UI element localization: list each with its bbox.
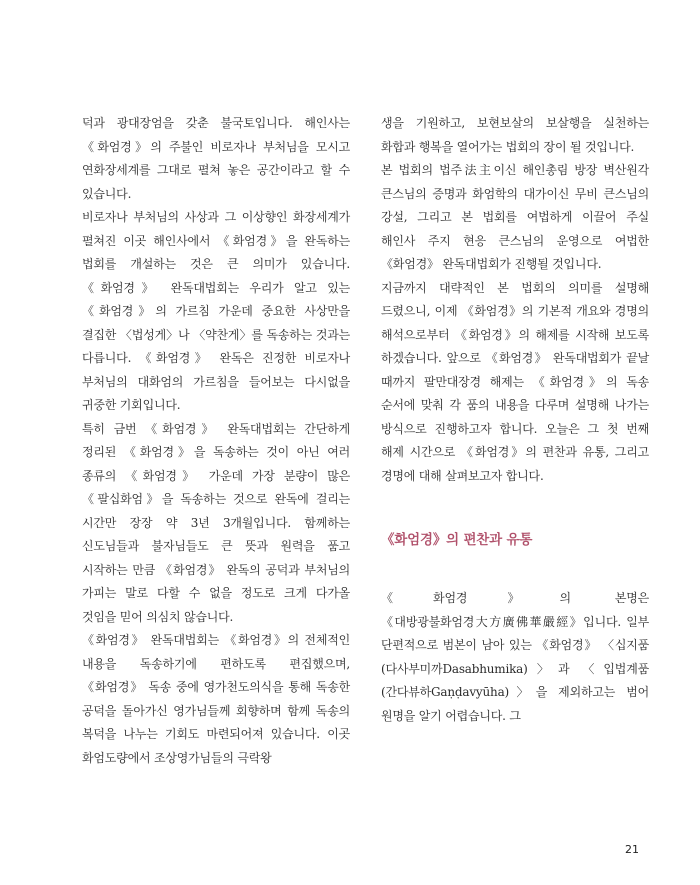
body-paragraph: 비로자나 부처님의 사상과 그 이상향인 화장세계가 펼쳐진 이곳 해인사에서 《화엄경》을 완독하는 법회를 개설하는 것은 큰 의미가 있습니다. 《화엄경》 완독대법회는 우리가 알고 있는 《화엄경》의 가르침 가운데 중요한 사상만을 결집한 〈법성게〉나 〈약찬게〉를 독송하는 것과는 다릅니다. 《화엄경》 완독은 진정한 비로자나 부처님의 대화엄의 가르침을 들어보는 다시없을 귀중한 기회입니다. [82, 210, 350, 412]
body-paragraph: 본 법회의 법주法主이신 해인총림 방장 벽산원각 큰스님의 증명과 화엄학의 대가이신 무비 큰스님의 강설, 그리고 본 법회를 여법하게 이끌어 주실 해인사 주지 현응 큰스님의 운영으로 여법한 《화엄경》 완독대법회가 진행될 것입니다. [381, 163, 649, 271]
body-paragraph: 생을 기원하고, 보현보살의 보살행을 실천하는 화합과 행복을 열어가는 법회의 장이 될 것입니다. [381, 116, 649, 154]
left-column [82, 112, 350, 770]
body-paragraph: 《화엄경》 완독대법회는 《화엄경》의 전체적인 내용을 독송하기에 편하도록 편집했으며, 《화엄경》 독송 중에 영가천도의식을 통해 독송한 공덕을 돌아가신 영가님들께 회향하며 함께 독송의 복덕을 나누는 기회도 마련되어져 있습니다. 이곳 화엄도량에서 조상영가님들의 극락왕 [82, 633, 350, 765]
body-paragraph: 지금까지 대략적인 본 법회의 의미를 설명해 드렸으니, 이제 《화엄경》의 기본적 개요와 경명의 해석으로부터 《화엄경》의 해제를 시작해 보도록 하겠습니다. 앞으로 《화엄경》 완독대법회가 끝날 때까지 팔만대장경 해제는 《화엄경》의 독송 순서에 맞춰 각 품의 내용을 다루며 설명해 나가는 방식으로 진행하고자 합니다. 오늘은 그 첫 번째 해제 시간으로 《화엄경》의 편찬과 유통, 그리고 경명에 대해 살펴보고자 합니다. [381, 280, 649, 483]
right-column [381, 112, 649, 728]
section-heading: 《화엄경》의 편찬과 유통 [381, 532, 533, 548]
page-number: 21 [625, 843, 639, 856]
body-paragraph: 특히 금번 《화엄경》 완독대법회는 간단하게 정리된 《화엄경》을 독송하는 것이 아닌 여러 종류의 《화엄경》 가운데 가장 분량이 많은 《팔십화엄》을 독송하는 것으로 완독에 걸리는 시간만 장장 약 3년 3개월입니다. 함께하는 신도님들과 불자님들도 큰 뜻과 원력을 품고 시작하는 만큼 《화엄경》 완독의 공덕과 부처님의 가피는 말로 다할 수 없을 정도로 크게 다가올 것임을 믿어 의심치 않습니다. [82, 421, 350, 624]
body-paragraph: 덕과 광대장엄을 갖춘 불국토입니다. 해인사는 《화엄경》의 주불인 비로자나 부처님을 모시고 연화장세계를 그대로 펼쳐 놓은 공간이라고 할 수 있습니다. [82, 116, 350, 201]
body-paragraph: 《화엄경》의 본명은 《대방광불화엄경大方廣佛華嚴經》입니다. 일부 단편적으로 범본이 남아 있는 《화엄경》 〈십지품(다사부미까Dasabhumika)〉과 〈입법계품(간다뷰하Gaṇḍavyūha)〉을 제외하고는 범어 원명을 알기 어렵습니다. 그 [381, 591, 649, 723]
